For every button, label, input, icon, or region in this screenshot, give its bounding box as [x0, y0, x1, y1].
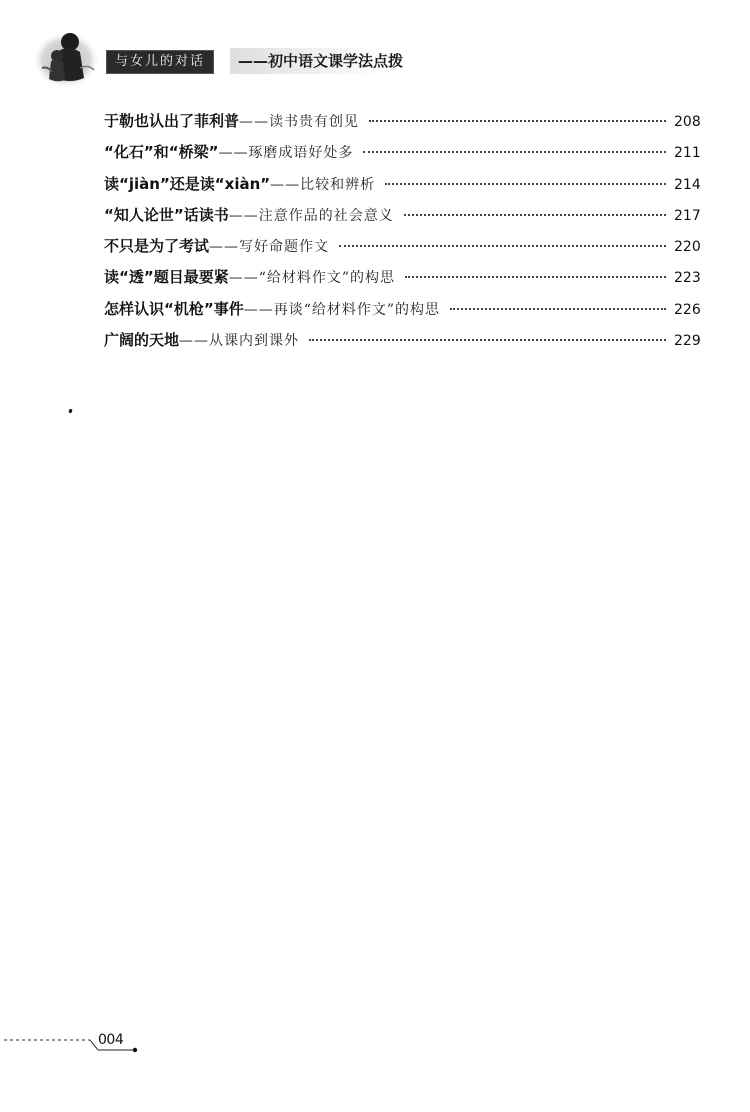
entry-subtitle: ——比较和辨析: [270, 176, 376, 193]
ink-speck: [68, 409, 72, 414]
series-title: 与女儿的对话: [106, 50, 214, 74]
toc-entry: [104, 325, 700, 356]
entry-subtitle: ——再谈“给材料作文”的构思: [243, 301, 441, 318]
dot-leader: [385, 183, 666, 185]
toc-entry: [104, 294, 700, 325]
entry-title: 广阔的天地: [104, 331, 180, 350]
book-subtitle: ——初中语文课学法点拨: [230, 48, 403, 74]
entry-page-number: 223: [674, 270, 701, 287]
mother-daughter-emblem-icon: [30, 28, 106, 90]
footer-dashed-rule-icon: [0, 1030, 160, 1070]
entry-subtitle: ——读书贵有创见: [239, 114, 360, 130]
entry-title: 怎样认识“机枪”事件: [104, 299, 244, 318]
dot-leader: [363, 151, 666, 153]
entry-title: 读“jiàn”还是读“xiàn”: [104, 174, 271, 193]
dot-leader: [309, 339, 666, 341]
toc-entry: [104, 200, 700, 231]
dot-leader: [369, 120, 666, 122]
entry-subtitle: ——“给材料作文”的构思: [228, 270, 396, 287]
entry-title: 读“透”题目最要紧: [104, 268, 229, 287]
entry-page-number: 226: [674, 301, 701, 318]
entry-page-number: 208: [674, 114, 701, 130]
dot-leader: [450, 308, 666, 310]
entry-title: “化石”和“桥梁”: [104, 143, 219, 162]
toc-entry: [104, 137, 700, 168]
entry-subtitle: ——琢磨成语好处多: [218, 145, 354, 162]
table-of-contents: [104, 106, 700, 356]
toc-entry: [104, 106, 700, 137]
page-number: 004: [98, 1032, 124, 1048]
dot-leader: [405, 276, 666, 278]
entry-title: 于勒也认出了菲利普: [104, 112, 240, 130]
dot-leader: [339, 245, 666, 247]
entry-page-number: 217: [674, 207, 701, 224]
entry-subtitle: ——注意作品的社会意义: [228, 207, 394, 224]
running-header: [30, 28, 404, 90]
entry-title: 不只是为了考试: [104, 237, 210, 256]
toc-entry: [104, 231, 700, 262]
entry-page-number: 229: [674, 333, 701, 350]
entry-page-number: 220: [674, 239, 701, 256]
dot-leader: [404, 214, 666, 216]
entry-title: “知人论世”话读书: [104, 205, 229, 224]
entry-page-number: 214: [674, 176, 701, 193]
toc-entry: [104, 169, 700, 200]
entry-subtitle: ——写好命题作文: [209, 239, 330, 256]
entry-page-number: 211: [674, 145, 701, 162]
entry-subtitle: ——从课内到课外: [179, 333, 300, 350]
toc-entry: [104, 262, 700, 293]
page-footer: [0, 1030, 160, 1070]
